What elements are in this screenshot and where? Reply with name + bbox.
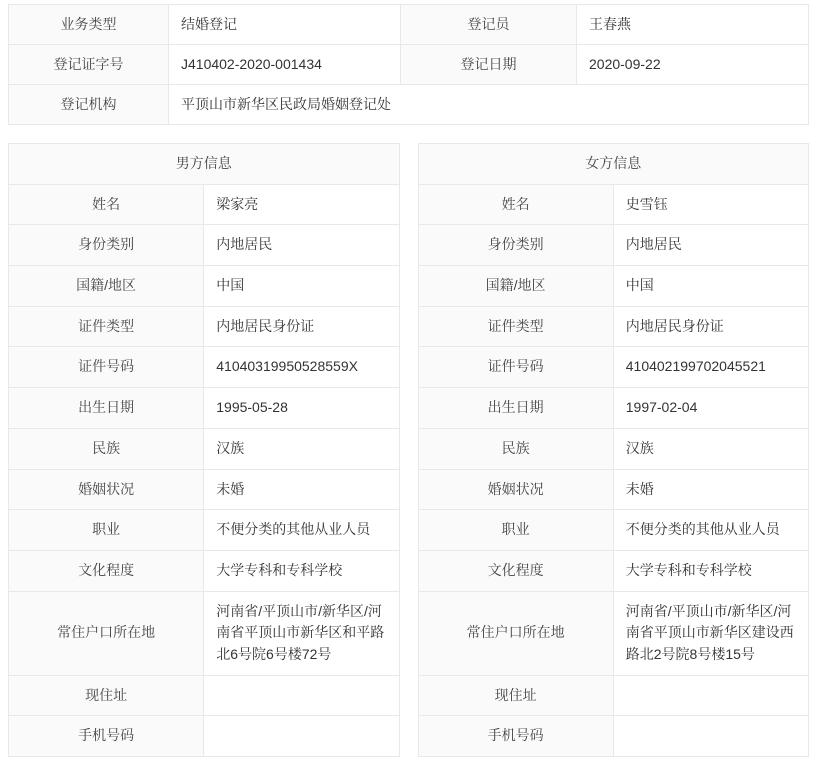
registration-office-label: 登记机构 bbox=[9, 85, 169, 125]
registration-date-value: 2020-09-22 bbox=[577, 45, 809, 85]
female-household-address-label: 常住户口所在地 bbox=[418, 591, 613, 675]
female-phone-value bbox=[613, 716, 808, 757]
table-row bbox=[9, 469, 400, 510]
male-birth-date-value: 1995-05-28 bbox=[204, 388, 399, 429]
male-nationality-value: 中国 bbox=[204, 266, 399, 307]
female-info-header: 女方信息 bbox=[418, 144, 809, 185]
female-education-label: 文化程度 bbox=[418, 550, 613, 591]
female-current-address-value bbox=[613, 675, 808, 716]
female-identity-category-label: 身份类别 bbox=[418, 225, 613, 266]
table-row bbox=[9, 306, 400, 347]
male-name-value: 梁家亮 bbox=[204, 184, 399, 225]
female-ethnicity-value: 汉族 bbox=[613, 428, 808, 469]
registration-office-value: 平顶山市新华区民政局婚姻登记处 bbox=[169, 85, 809, 125]
male-id-number-label: 证件号码 bbox=[9, 347, 204, 388]
party-info-columns bbox=[8, 143, 809, 757]
male-info-table bbox=[8, 143, 400, 757]
table-row bbox=[418, 306, 809, 347]
female-ethnicity-label: 民族 bbox=[418, 428, 613, 469]
male-birth-date-label: 出生日期 bbox=[9, 388, 204, 429]
female-id-number-value: 410402199702045521 bbox=[613, 347, 808, 388]
male-phone-value bbox=[204, 716, 399, 757]
female-birth-date-value: 1997-02-04 bbox=[613, 388, 808, 429]
table-row bbox=[9, 5, 809, 45]
business-type-label: 业务类型 bbox=[9, 5, 169, 45]
male-household-address-label: 常住户口所在地 bbox=[9, 591, 204, 675]
table-row bbox=[9, 225, 400, 266]
table-row bbox=[9, 266, 400, 307]
male-info-column bbox=[8, 143, 400, 757]
table-row bbox=[9, 144, 400, 185]
certificate-number-label: 登记证字号 bbox=[9, 45, 169, 85]
female-occupation-label: 职业 bbox=[418, 510, 613, 551]
male-id-type-label: 证件类型 bbox=[9, 306, 204, 347]
certificate-number-value: J410402-2020-001434 bbox=[169, 45, 401, 85]
male-identity-category-label: 身份类别 bbox=[9, 225, 204, 266]
male-occupation-label: 职业 bbox=[9, 510, 204, 551]
female-marital-status-label: 婚姻状况 bbox=[418, 469, 613, 510]
table-row bbox=[418, 716, 809, 757]
table-row bbox=[418, 591, 809, 675]
male-ethnicity-label: 民族 bbox=[9, 428, 204, 469]
female-id-number-label: 证件号码 bbox=[418, 347, 613, 388]
female-household-address-value: 河南省/平顶山市/新华区/河南省平顶山市新华区建设西路北2号院8号楼15号 bbox=[613, 591, 808, 675]
female-name-value: 史雪钰 bbox=[613, 184, 808, 225]
table-row bbox=[418, 550, 809, 591]
female-id-type-value: 内地居民身份证 bbox=[613, 306, 808, 347]
male-phone-label: 手机号码 bbox=[9, 716, 204, 757]
table-row bbox=[9, 591, 400, 675]
table-row bbox=[418, 469, 809, 510]
male-ethnicity-value: 汉族 bbox=[204, 428, 399, 469]
male-nationality-label: 国籍/地区 bbox=[9, 266, 204, 307]
table-row bbox=[9, 85, 809, 125]
male-current-address-label: 现住址 bbox=[9, 675, 204, 716]
registrar-label: 登记员 bbox=[401, 5, 577, 45]
female-id-type-label: 证件类型 bbox=[418, 306, 613, 347]
male-identity-category-value: 内地居民 bbox=[204, 225, 399, 266]
table-row bbox=[418, 266, 809, 307]
table-row bbox=[418, 388, 809, 429]
female-nationality-label: 国籍/地区 bbox=[418, 266, 613, 307]
table-row bbox=[9, 388, 400, 429]
male-education-value: 大学专科和专科学校 bbox=[204, 550, 399, 591]
male-household-address-value: 河南省/平顶山市/新华区/河南省平顶山市新华区和平路北6号院6号楼72号 bbox=[204, 591, 399, 675]
table-row bbox=[418, 225, 809, 266]
female-birth-date-label: 出生日期 bbox=[418, 388, 613, 429]
table-row bbox=[9, 510, 400, 551]
female-phone-label: 手机号码 bbox=[418, 716, 613, 757]
registration-summary-table bbox=[8, 4, 809, 125]
male-current-address-value bbox=[204, 675, 399, 716]
female-name-label: 姓名 bbox=[418, 184, 613, 225]
male-education-label: 文化程度 bbox=[9, 550, 204, 591]
male-id-type-value: 内地居民身份证 bbox=[204, 306, 399, 347]
male-marital-status-label: 婚姻状况 bbox=[9, 469, 204, 510]
table-row bbox=[418, 144, 809, 185]
male-info-header: 男方信息 bbox=[9, 144, 400, 185]
table-row bbox=[9, 428, 400, 469]
female-info-column bbox=[418, 143, 810, 757]
table-row bbox=[418, 347, 809, 388]
female-occupation-value: 不便分类的其他从业人员 bbox=[613, 510, 808, 551]
table-row bbox=[9, 45, 809, 85]
table-row bbox=[418, 184, 809, 225]
female-marital-status-value: 未婚 bbox=[613, 469, 808, 510]
table-row bbox=[9, 675, 400, 716]
table-row bbox=[418, 428, 809, 469]
table-row bbox=[9, 716, 400, 757]
table-row bbox=[9, 184, 400, 225]
female-info-table bbox=[418, 143, 810, 757]
male-name-label: 姓名 bbox=[9, 184, 204, 225]
business-type-value: 结婚登记 bbox=[169, 5, 401, 45]
male-id-number-value: 41040319950528559X bbox=[204, 347, 399, 388]
female-identity-category-value: 内地居民 bbox=[613, 225, 808, 266]
table-row bbox=[418, 510, 809, 551]
male-marital-status-value: 未婚 bbox=[204, 469, 399, 510]
female-education-value: 大学专科和专科学校 bbox=[613, 550, 808, 591]
registrar-value: 王春燕 bbox=[577, 5, 809, 45]
registration-date-label: 登记日期 bbox=[401, 45, 577, 85]
table-row bbox=[9, 347, 400, 388]
table-row bbox=[9, 550, 400, 591]
male-occupation-value: 不便分类的其他从业人员 bbox=[204, 510, 399, 551]
female-current-address-label: 现住址 bbox=[418, 675, 613, 716]
table-row bbox=[418, 675, 809, 716]
female-nationality-value: 中国 bbox=[613, 266, 808, 307]
